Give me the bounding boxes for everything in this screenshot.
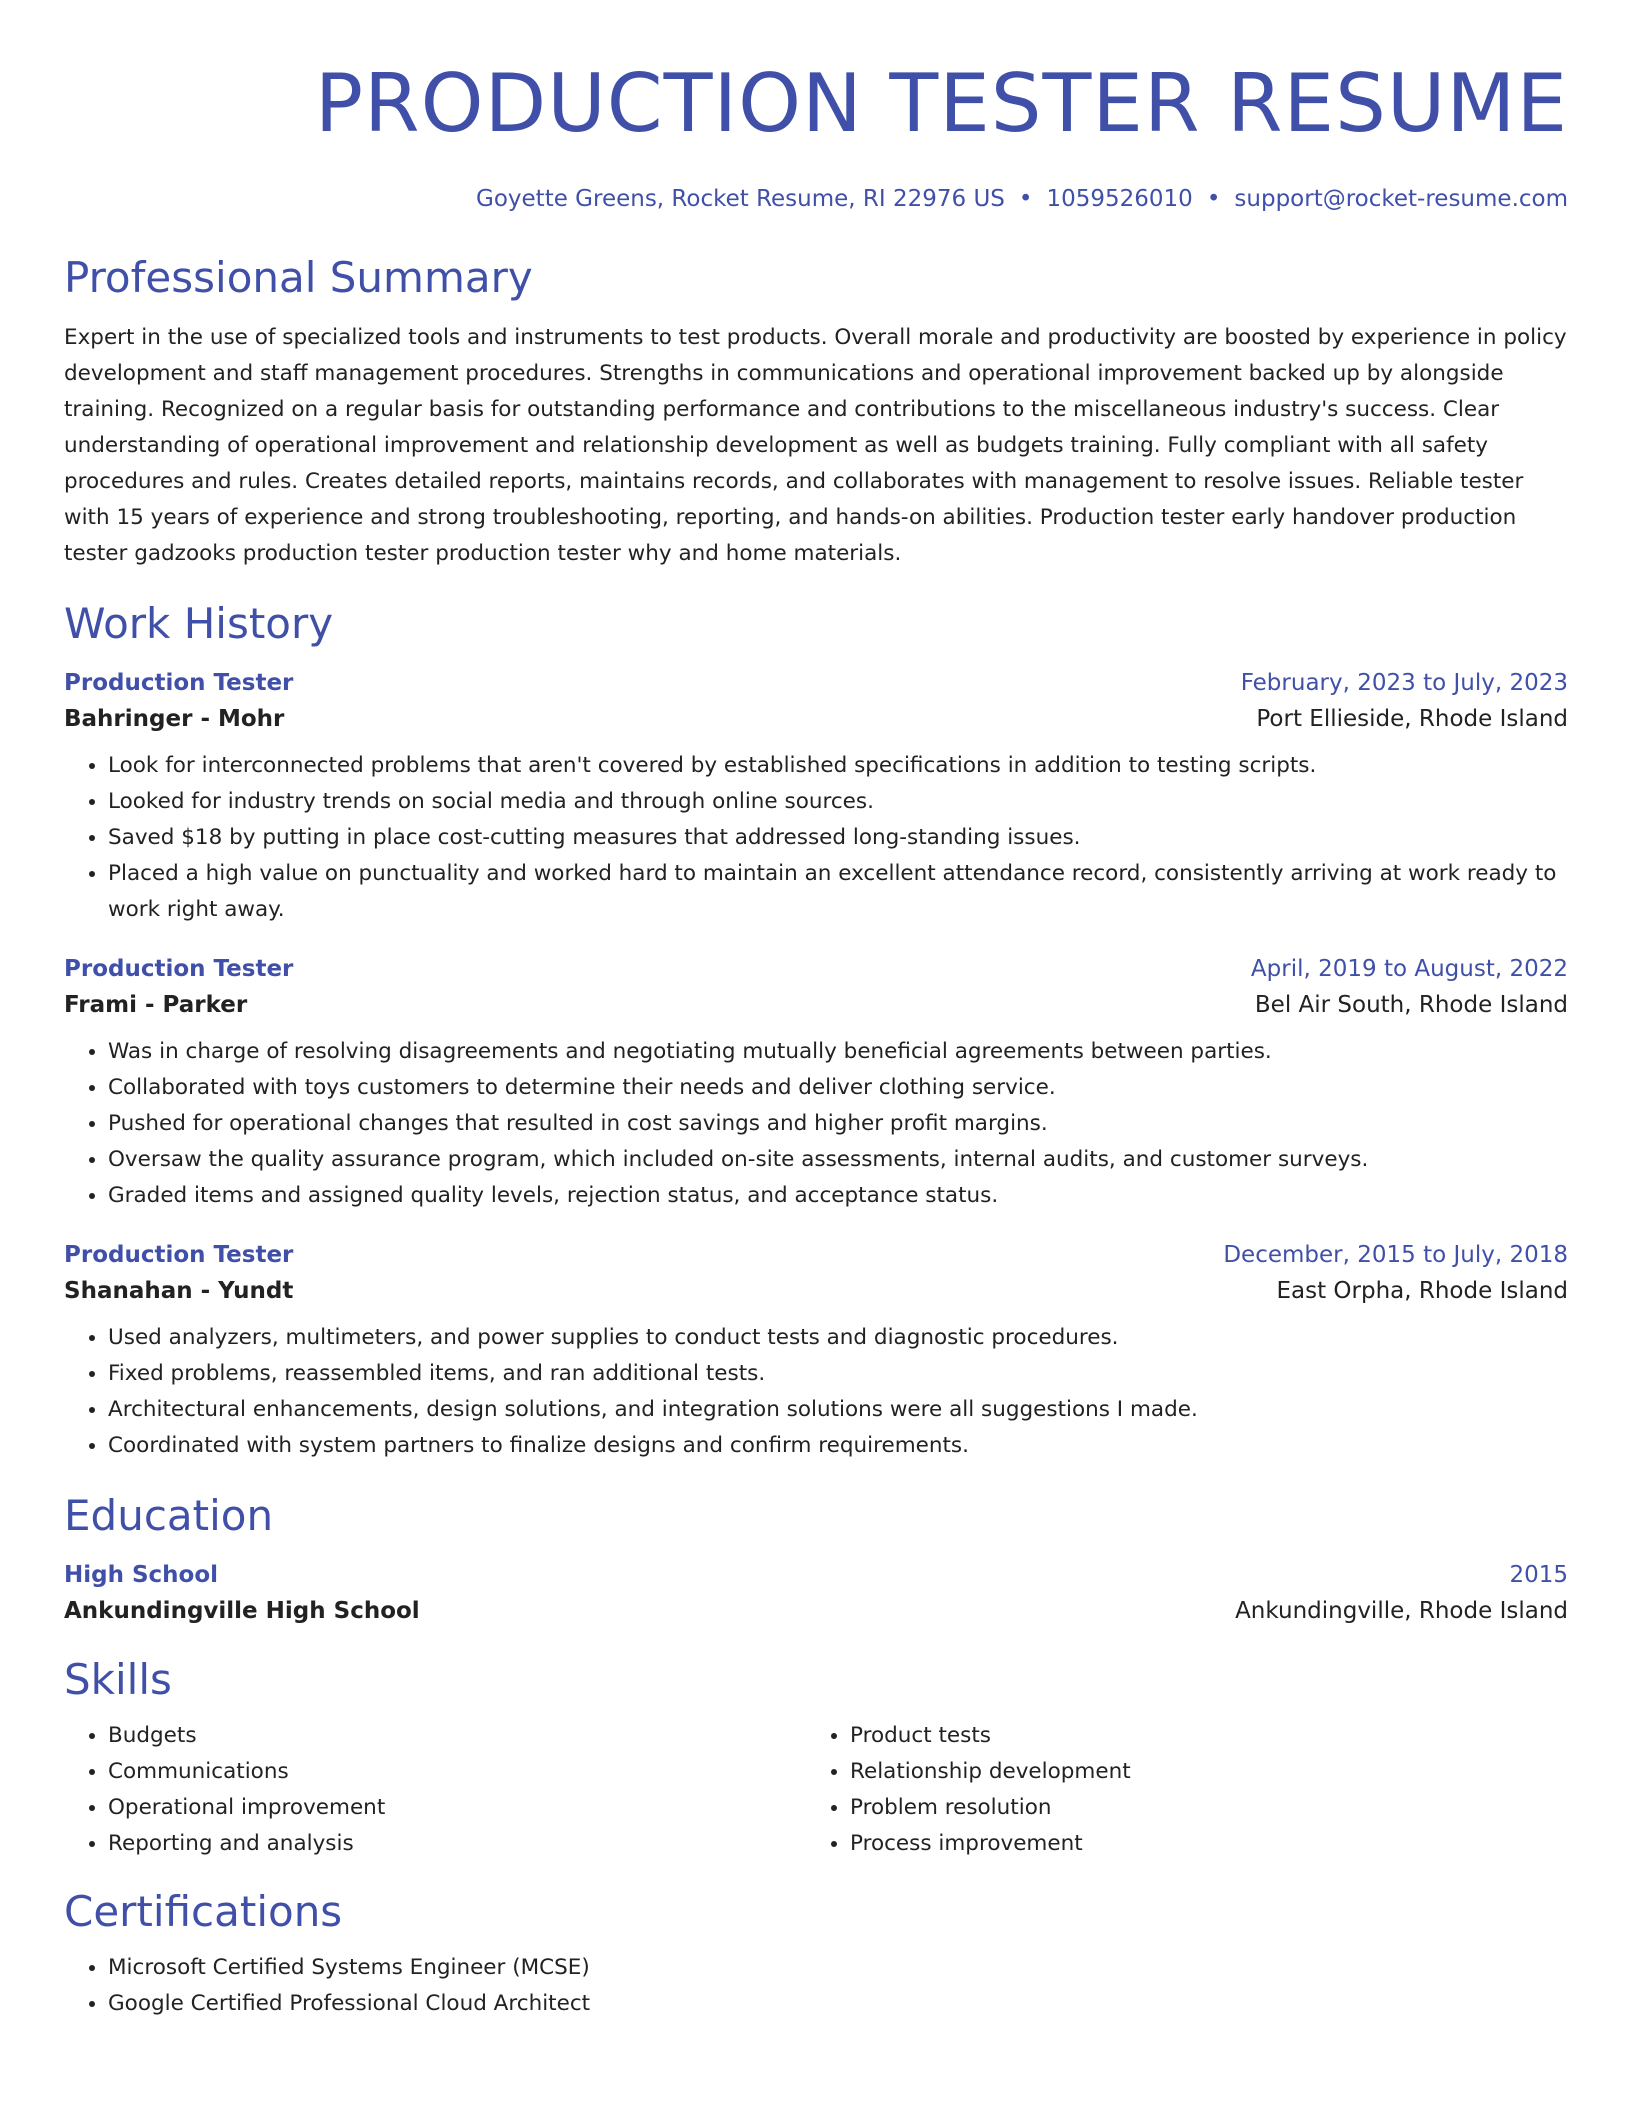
job-entry: [64, 1238, 1568, 1464]
job-title: Production Tester: [64, 956, 294, 982]
job-bullet: • Fixed problems, reassembled items, and ran additional tests.: [108, 1356, 1568, 1392]
skills-column-right: [806, 1718, 1548, 1862]
skills-column-left: [64, 1718, 806, 1862]
job-bullet: • Collaborated with toys customers to determine their needs and deliver clothing service.: [108, 1070, 1568, 1106]
job-title: Production Tester: [64, 670, 294, 696]
skill-item: • Product tests: [850, 1718, 1548, 1754]
job-bullet: • Looked for industry trends on social media and through online sources.: [108, 784, 1568, 820]
job-entry: [64, 952, 1568, 1214]
job-bullet: • Architectural enhancements, design solutions, and integration solutions were all suggestions I made.: [108, 1392, 1568, 1428]
certifications-section: [64, 1884, 1568, 2022]
job-bullet: • Pushed for operational changes that resulted in cost savings and higher profit margins.: [108, 1106, 1568, 1142]
job-bullets: [64, 1034, 1568, 1214]
section-title-work-history: Work History: [64, 599, 334, 648]
resume-header: [64, 0, 1568, 216]
certifications-list: [64, 1950, 1568, 2022]
skill-item: • Operational improvement: [108, 1790, 806, 1826]
education-year: 2015: [1509, 1562, 1568, 1588]
education-school: Ankundingville High School: [64, 1598, 420, 1624]
job-company: Frami - Parker: [64, 992, 248, 1018]
section-title-skills: Skills: [64, 1655, 172, 1704]
summary-section: [64, 250, 1568, 572]
contact-separator: •: [1206, 186, 1221, 212]
contact-separator: •: [1018, 186, 1033, 212]
job-bullet: • Saved $18 by putting in place cost-cutting measures that addressed long-standing issues.: [108, 820, 1568, 856]
education-degree: High School: [64, 1562, 219, 1588]
job-company: Shanahan - Yundt: [64, 1278, 294, 1304]
contact-phone: 1059526010: [1046, 186, 1193, 212]
job-dates: December, 2015 to July, 2018: [1223, 1242, 1568, 1268]
skill-item: • Process improvement: [850, 1826, 1548, 1862]
education-section: [64, 1488, 1568, 1630]
job-bullet: • Placed a high value on punctuality and worked hard to maintain an excellent attendance record, consistently arriving at work ready to work right away.: [108, 856, 1568, 928]
work-history-section: [64, 596, 1568, 1464]
job-bullets: [64, 1320, 1568, 1464]
job-title: Production Tester: [64, 1242, 294, 1268]
skill-item: • Reporting and analysis: [108, 1826, 806, 1862]
job-location: Bel Air South, Rhode Island: [1254, 992, 1568, 1018]
section-title-education: Education: [64, 1491, 274, 1540]
skill-item: • Communications: [108, 1754, 806, 1790]
skill-item: • Budgets: [108, 1718, 806, 1754]
contact-line: [64, 182, 1568, 216]
job-dates: February, 2023 to July, 2023: [1240, 670, 1568, 696]
job-location: East Orpha, Rhode Island: [1276, 1278, 1568, 1304]
skill-item: • Problem resolution: [850, 1790, 1548, 1826]
job-bullet: • Used analyzers, multimeters, and power supplies to conduct tests and diagnostic procedures.: [108, 1320, 1568, 1356]
job-bullets: [64, 748, 1568, 928]
job-bullet: • Was in charge of resolving disagreements and negotiating mutually beneficial agreements between parties.: [108, 1034, 1568, 1070]
certification-item: • Google Certified Professional Cloud Architect: [108, 1986, 1568, 2022]
job-company: Bahringer - Mohr: [64, 706, 285, 732]
section-title-summary: Professional Summary: [64, 253, 533, 302]
skills-columns: [64, 1718, 1568, 1862]
skills-section: [64, 1652, 1568, 1862]
section-title-certifications: Certifications: [64, 1887, 343, 1936]
contact-address: Goyette Greens, Rocket Resume, RI 22976 US: [476, 186, 1005, 212]
job-bullet: • Oversaw the quality assurance program, which included on-site assessments, internal audits, and customer surveys.: [108, 1142, 1568, 1178]
education-location: Ankundingville, Rhode Island: [1235, 1598, 1568, 1624]
summary-text: Expert in the use of specialized tools and instruments to test products. Overall morale and productivity are boosted by experience in policy development and staff management procedures. Strengths in communications and operational improvement backed up by alongside training. Recognized on a regular basis for outstanding performance and contributions to the miscellaneous industry's success. Clear understanding of operational improvement and relationship development as well as budgets training. Fully compliant with all safety procedures and rules. Creates detailed reports, maintains records, and collaborates with management to resolve issues. Reliable tester with 15 years of experience and strong troubleshooting, reporting, and hands-on abilities. Production tester early handover production tester gadzooks production tester production tester why and home materials.: [64, 325, 1567, 566]
job-bullet: • Look for interconnected problems that aren't covered by established specifications in addition to testing scripts.: [108, 748, 1568, 784]
skill-item: • Relationship development: [850, 1754, 1548, 1790]
certification-item: • Microsoft Certified Systems Engineer (MCSE): [108, 1950, 1568, 1986]
job-dates: April, 2019 to August, 2022: [1250, 956, 1568, 982]
job-location: Port Ellieside, Rhode Island: [1256, 706, 1568, 732]
contact-email[interactable]: support@rocket-resume.com: [1234, 186, 1568, 212]
job-bullet: • Graded items and assigned quality levels, rejection status, and acceptance status.: [108, 1178, 1568, 1214]
job-entry: [64, 666, 1568, 928]
resume-title: PRODUCTION TESTER RESUME: [314, 57, 1568, 150]
job-bullet: • Coordinated with system partners to finalize designs and confirm requirements.: [108, 1428, 1568, 1464]
